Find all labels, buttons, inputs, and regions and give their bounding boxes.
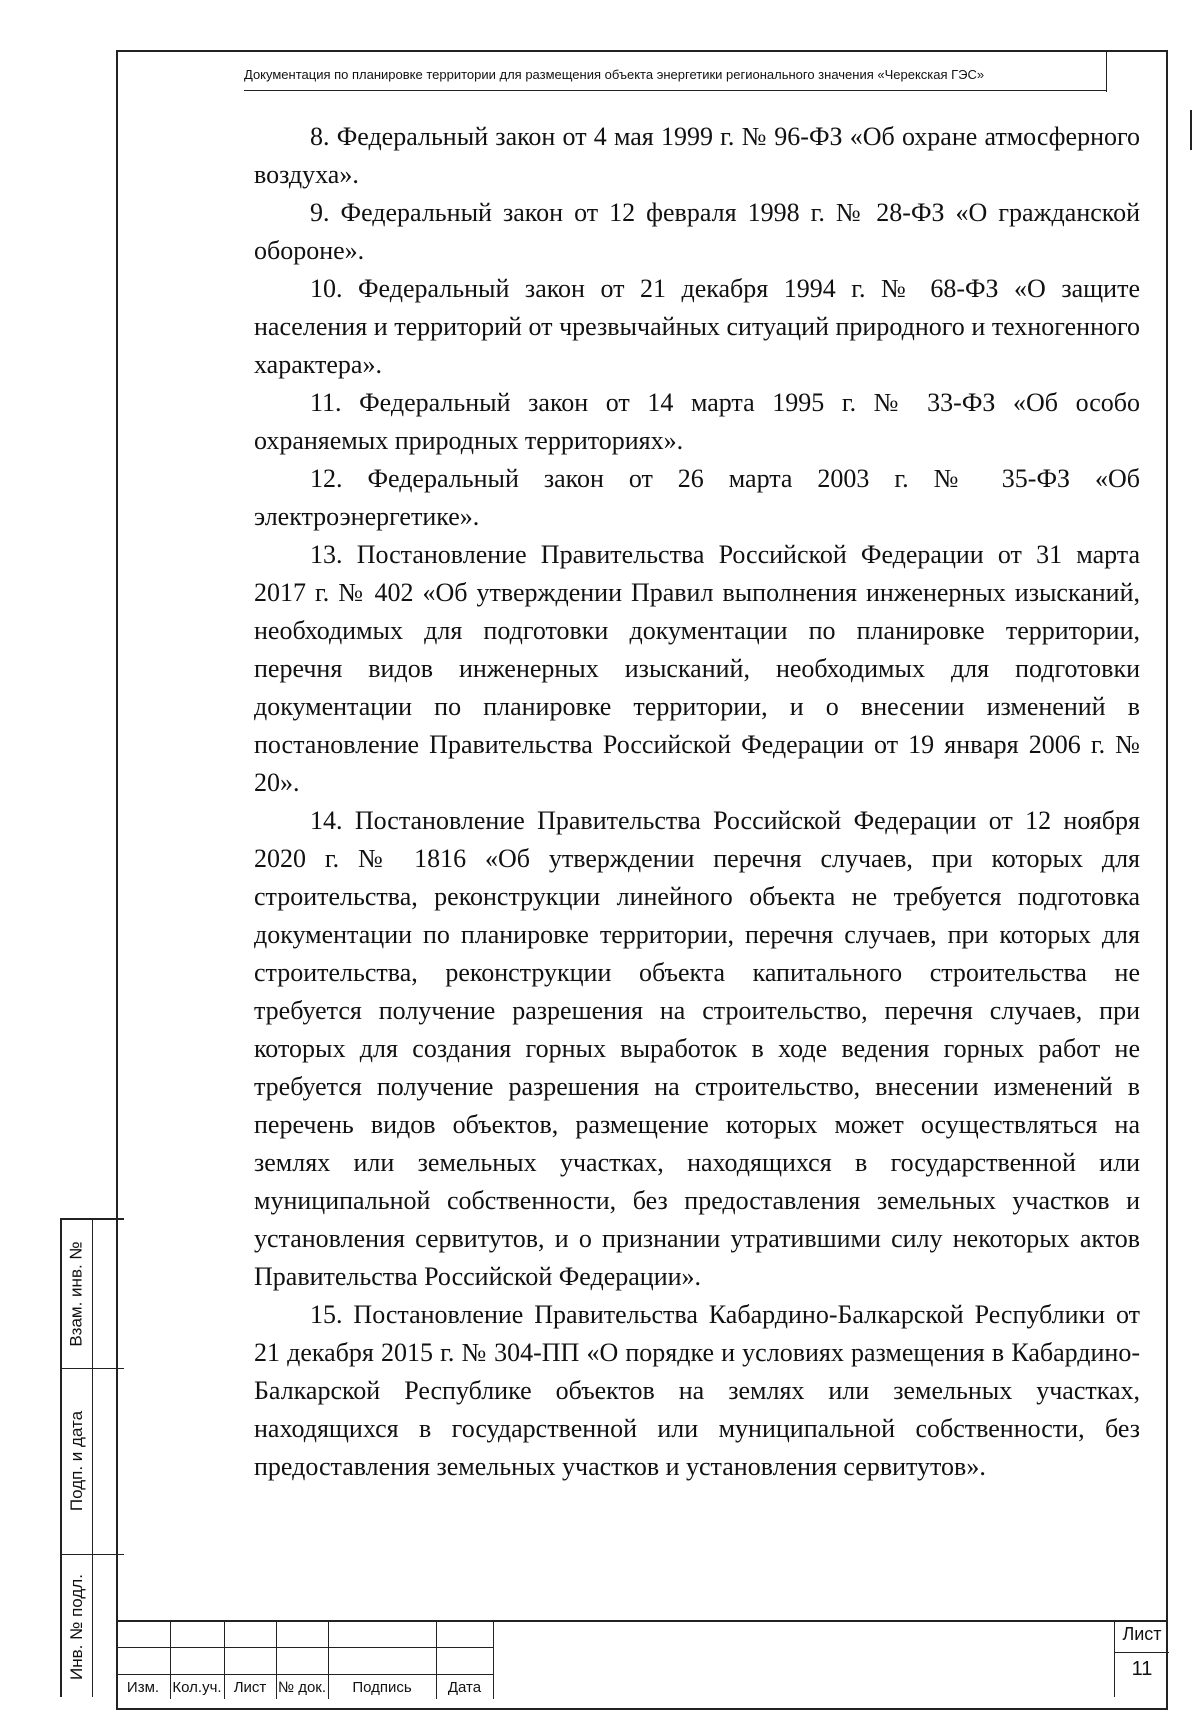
sheet-label: Лист <box>1122 1624 1162 1644</box>
paragraph-10: 10. Федеральный закон от 21 декабря 1994 г. № 68-ФЗ «О защите населения и территорий от чрезвычайных ситуаций природного и техногенного характера». <box>254 274 1140 379</box>
document-header: Документация по планировке территории для размещения объекта энергетики регионального значения «Черекская ГЭС» <box>244 67 985 82</box>
side-label-vzam-inv: Взам. инв. № <box>67 1241 87 1347</box>
paragraph-15: 15. Постановление Правительства Кабардино-Балкарской Республики от 21 декабря 2015 г. № 304-ПП «О порядке и условиях размещения в Кабардино-Балкарской Республике объектов на землях или земельных участках, находящихся в государственной или муниципальной собственности, без предоставления земельных участков и установления сервитутов». <box>254 1300 1140 1481</box>
tb-col-line <box>493 1622 494 1699</box>
tb-list: Лист <box>233 1679 267 1696</box>
paragraph-12: 12. Федеральный закон от 26 марта 2003 г. № 35-ФЗ «Об электроэнергетике». <box>254 464 1140 531</box>
side-label-inv-podl: Инв. № подл. <box>67 1573 86 1680</box>
tb-podpis: Подпись <box>352 1679 412 1696</box>
paragraph-13: 13. Постановление Правительства Российской Федерации от 31 марта 2017 г. № 402 «Об утверждении Правил выполнения инженерных изысканий, необходимых для подготовки документации по планировке территории, перечня видов инженерных изысканий, необходимых для подготовки документации по планировке территории, и о внесении изменений в постановление Правительства Российской Федерации от 19 января 2006 г. № 20». <box>254 540 1140 797</box>
sheet-number-box <box>1114 1620 1168 1697</box>
tb-kol-uch: Кол.уч. <box>172 1679 222 1696</box>
side-stamp-divider <box>92 1220 93 1697</box>
paragraph-14: 14. Постановление Правительства Российской Федерации от 12 ноября 2020 г. № 1816 «Об утверждении перечня случаев, при которых для строительства, реконструкции линейного объекта не требуется подготовка документации по планировке территории, перечня случаев, при которых для строительства, реконструкции объекта капитального строительства не требуется получение разрешения на строительство, перечня случаев, при которых для создания горных выработок в ходе ведения горных работ не требуется получение разрешения на строительство, внесении изменений в перечень видов объектов, размещение которых может осуществляться на землях или земельных участках, находящихся в государственной или муниципальной собственности, без предоставления земельных участков и установления сервитутов, и о признании утратившими силу некоторых актов Правительства Российской Федерации». <box>254 806 1140 1291</box>
document-body <box>254 118 1140 1486</box>
tb-data: Дата <box>447 1679 482 1696</box>
title-block-top-line <box>494 1620 1168 1622</box>
header-underline <box>244 90 1106 91</box>
side-stamp <box>60 1218 124 1697</box>
sheet-separator <box>1115 1652 1169 1653</box>
title-block <box>116 1620 494 1697</box>
scan-mark <box>1190 110 1192 150</box>
tb-n-dok: № док. <box>277 1679 327 1696</box>
header-box-divider <box>1106 52 1107 92</box>
paragraph-8: 8. Федеральный закон от 4 мая 1999 г. № 96-ФЗ «Об охране атмосферного воздуха». <box>254 122 1140 189</box>
paragraph-11: 11. Федеральный закон от 14 марта 1995 г. № 33-ФЗ «Об особо охраняемых природных территориях». <box>254 388 1140 455</box>
tb-row-line <box>116 1647 494 1648</box>
tb-row-line <box>116 1674 494 1675</box>
sheet-number: 11 <box>1131 1658 1153 1680</box>
side-label-podp-data: Подп. и дата <box>67 1410 87 1512</box>
tb-izm: Изм. <box>126 1679 160 1696</box>
paragraph-9: 9. Федеральный закон от 12 февраля 1998 г. № 28-ФЗ «О гражданской обороне». <box>254 198 1140 265</box>
